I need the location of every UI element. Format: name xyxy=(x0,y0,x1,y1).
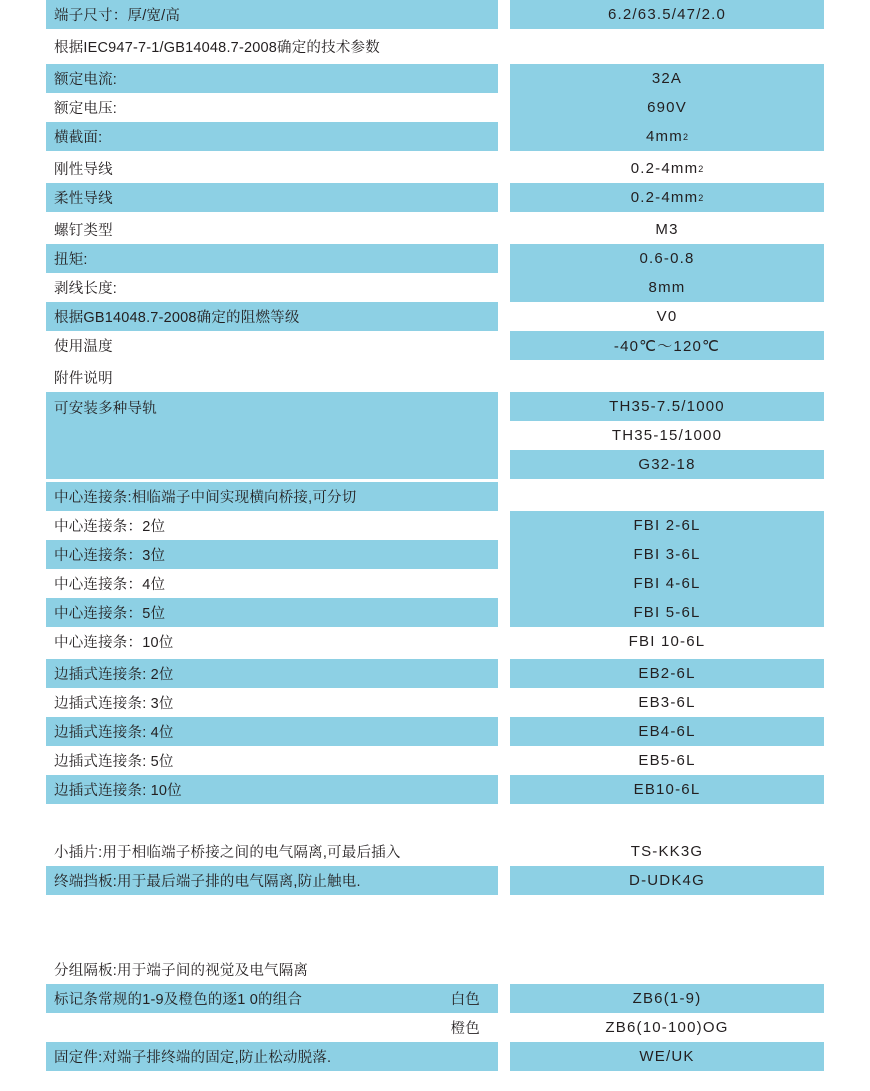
row-value: ZB6(10-100)OG xyxy=(605,1019,729,1036)
row-label: 中心连接条：5位 xyxy=(46,598,498,627)
unit-exponent: 2 xyxy=(698,163,704,174)
row-label: 分组隔板:用于端子间的视觉及电气隔离 xyxy=(54,963,309,979)
row-value: FBI 4-6L xyxy=(510,569,824,598)
row-label: 端子尺寸：厚/宽/高 xyxy=(46,0,498,29)
row-value: 32A xyxy=(510,64,824,93)
row-value: D-UDK4G xyxy=(510,866,824,895)
rail-value: TH35-7.5/1000 xyxy=(510,392,824,421)
rail-block-label: 可安装多种导轨 xyxy=(46,392,498,479)
row-label: 附件说明 xyxy=(54,371,113,387)
row-label xyxy=(46,1013,498,1042)
row-label: 螺钉类型 xyxy=(54,223,113,239)
row-label: 剥线长度: xyxy=(54,281,118,297)
row-label: 中心连接条：10位 xyxy=(54,635,174,651)
row-label: 使用温度 xyxy=(54,339,113,355)
row-value: EB2-6L xyxy=(510,659,824,688)
color-label-orange: 橙色 xyxy=(450,1021,480,1037)
row-value: EB5-6L xyxy=(638,752,696,769)
row-label: 边插式连接条: 5位 xyxy=(54,754,174,770)
color-label-white: 白色 xyxy=(450,992,480,1008)
row-value: EB4-6L xyxy=(510,717,824,746)
row-label: 固定件:对端子排终端的固定,防止松动脱落. xyxy=(46,1042,498,1071)
row-value: 6.2/63.5/47/2.0 xyxy=(510,0,824,29)
row-label: 边插式连接条: 10位 xyxy=(46,775,498,804)
row-label: 终端挡板:用于最后端子排的电气隔离,防止触电. xyxy=(46,866,498,895)
row-value: FBI 2-6L xyxy=(510,511,824,540)
row-label: 柔性导线 xyxy=(46,183,498,212)
row-label: 标记条常规的1-9及橙色的逐1 0的组合 白色 xyxy=(46,984,498,1013)
row-label: 刚性导线 xyxy=(54,162,113,178)
row-value: 0.2-4mm 2 xyxy=(630,160,704,177)
row-label: 扭矩: xyxy=(46,244,498,273)
rail-value: G32-18 xyxy=(510,450,824,479)
row-label: 根据GB14048.7-2008确定的阻燃等级 xyxy=(46,302,498,331)
row-value xyxy=(510,32,824,61)
row-value: 0.6-0.8 xyxy=(510,244,824,273)
row-value: V0 xyxy=(656,308,678,325)
row-value: EB10-6L xyxy=(510,775,824,804)
row-value: 8mm xyxy=(510,273,824,302)
row-value: FBI 3-6L xyxy=(510,540,824,569)
row-value: FBI 10-6L xyxy=(628,633,706,650)
row-value: M3 xyxy=(655,221,679,238)
row-value: 0.2-4mm 2 xyxy=(510,183,824,212)
row-value: TS-KK3G xyxy=(630,843,704,860)
row-label: 中心连接条：3位 xyxy=(46,540,498,569)
row-label: 边插式连接条: 2位 xyxy=(46,659,498,688)
row-label: 小插片:用于相临端子桥接之间的电气隔离,可最后插入 xyxy=(54,845,401,861)
row-value: 4mm 2 xyxy=(510,122,824,151)
row-label: 边插式连接条: 4位 xyxy=(46,717,498,746)
unit-exponent: 2 xyxy=(682,131,688,142)
row-value: ZB6(1-9) xyxy=(510,984,824,1013)
row-value xyxy=(510,955,824,984)
row-label: 根据IEC947-7-1/GB14048.7-2008确定的技术参数 xyxy=(54,40,380,56)
row-value: EB3-6L xyxy=(638,694,696,711)
row-value: -40℃～120℃ xyxy=(510,331,824,360)
unit-exponent: 2 xyxy=(698,192,704,203)
center-bridge-header: 中心连接条:相临端子中间实现横向桥接,可分切 xyxy=(46,482,498,511)
center-bridge-header-value xyxy=(510,482,824,511)
row-label: 横截面: xyxy=(46,122,498,151)
row-label: 额定电流: xyxy=(46,64,498,93)
row-label: 中心连接条：2位 xyxy=(54,519,166,535)
row-value: WE/UK xyxy=(510,1042,824,1071)
row-label: 额定电压: xyxy=(54,101,118,117)
row-value: 690V xyxy=(510,93,824,122)
row-label: 中心连接条：4位 xyxy=(54,577,166,593)
row-label: 边插式连接条: 3位 xyxy=(54,696,174,712)
row-value: FBI 5-6L xyxy=(510,598,824,627)
rail-value: TH35-15/1000 xyxy=(611,427,723,444)
